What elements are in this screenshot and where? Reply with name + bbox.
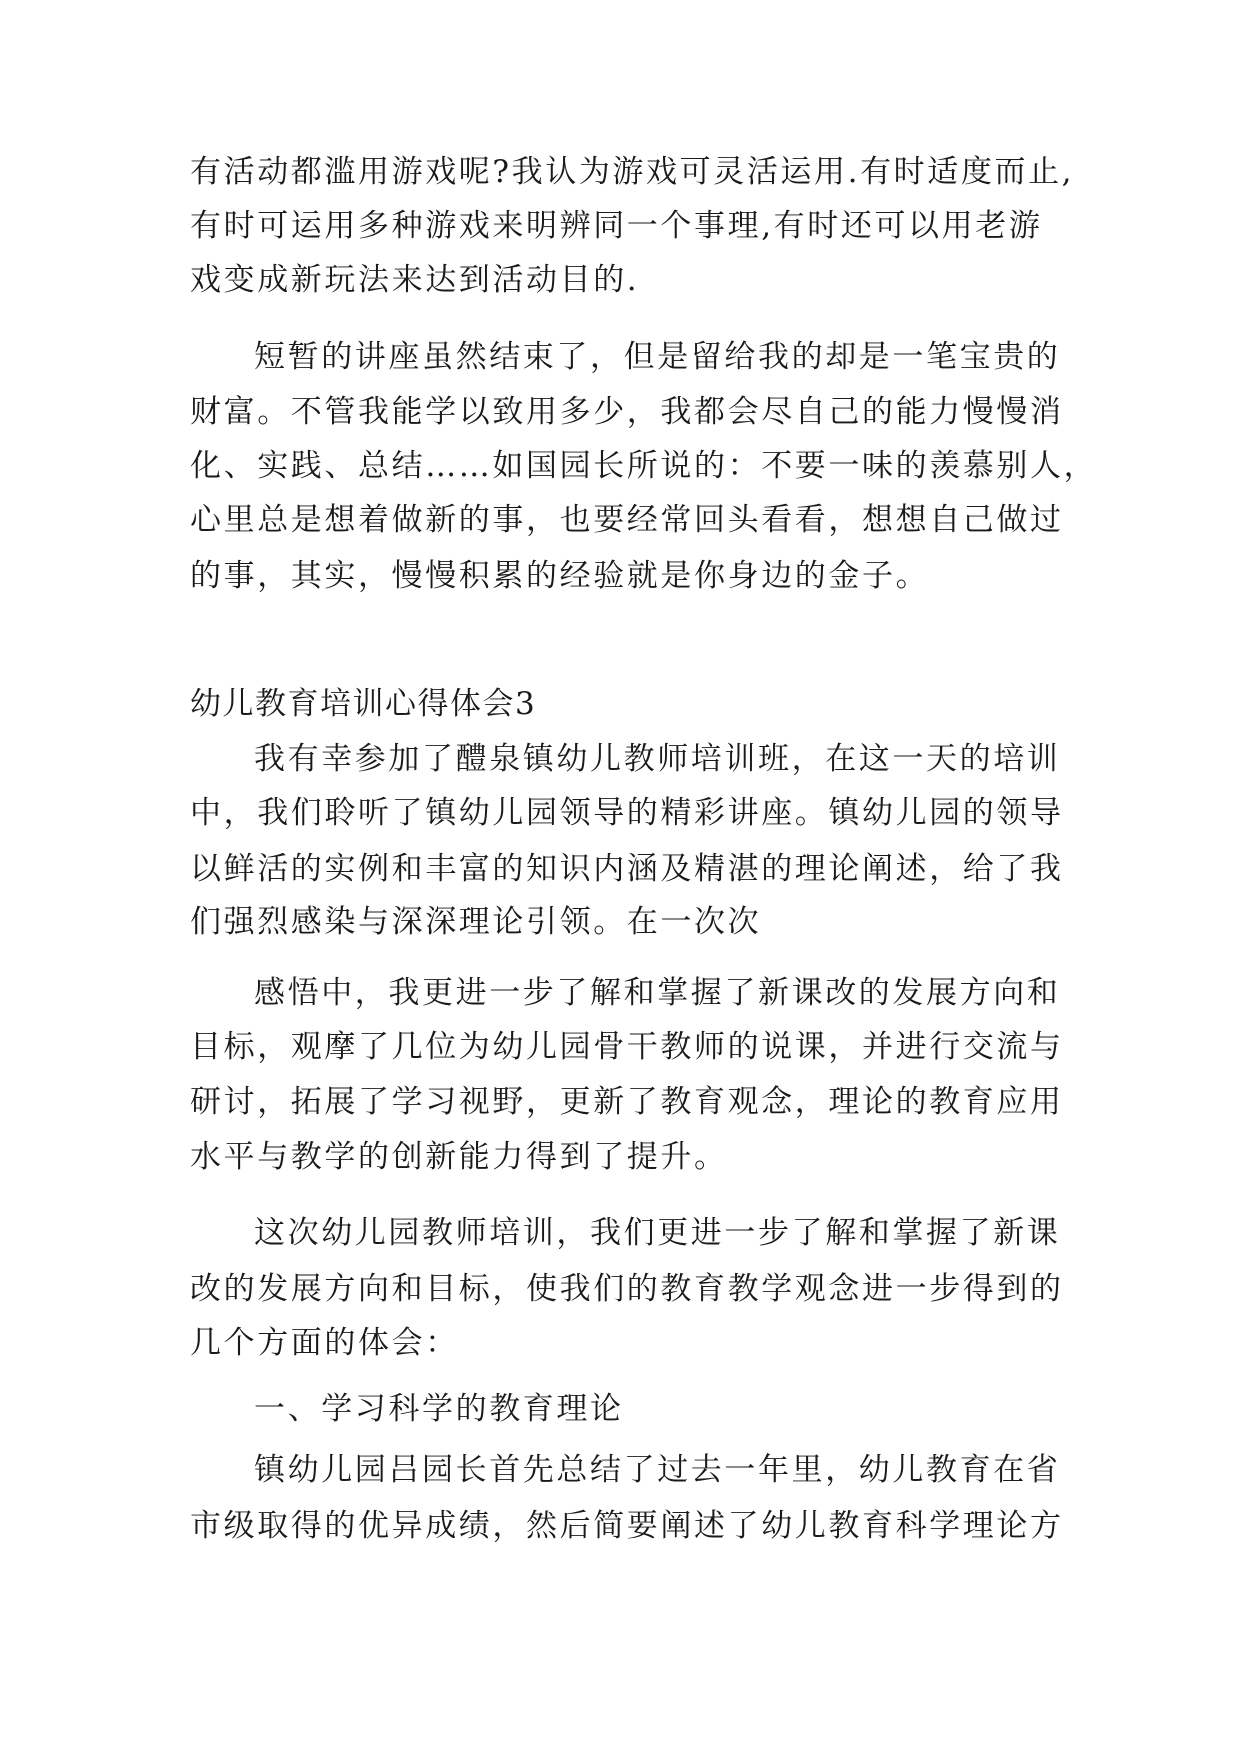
- paragraph-line: 几个方面的体会：: [190, 1325, 459, 1361]
- paragraph-line: 镇幼儿园吕园长首先总结了过去一年里，幼儿教育在省: [254, 1452, 1061, 1488]
- paragraph-line: 们强烈感染与深深理论引领。在一次次: [190, 904, 762, 940]
- paragraph-line: 有活动都滥用游戏呢?我认为游戏可灵活运用.有时适度而止,: [190, 154, 1075, 190]
- paragraph-line: 化、实践、总结……如国园长所说的：不要一味的羡慕别人，: [190, 448, 1098, 484]
- paragraph-line: 的事，其实，慢慢积累的经验就是你身边的金子。: [190, 558, 930, 594]
- paragraph-line: 改的发展方向和目标，使我们的教育教学观念进一步得到的: [190, 1271, 1064, 1307]
- paragraph-line: 这次幼儿园教师培训，我们更进一步了解和掌握了新课: [254, 1215, 1061, 1251]
- paragraph-line: 水平与教学的创新能力得到了提升。: [190, 1139, 728, 1175]
- paragraph-line: 我有幸参加了醴泉镇幼儿教师培训班，在这一天的培训: [254, 741, 1061, 777]
- subheading-line: 一、学习科学的教育理论: [254, 1391, 624, 1427]
- paragraph-line: 财富。不管我能学以致用多少，我都会尽自己的能力慢慢消: [190, 394, 1064, 430]
- paragraph-line: 感悟中，我更进一步了解和掌握了新课改的发展方向和: [254, 975, 1061, 1011]
- paragraph-line: 有时可运用多种游戏来明辨同一个事理,有时还可以用老游: [190, 208, 1043, 244]
- paragraph-line: 以鲜活的实例和丰富的知识内涵及精湛的理论阐述，给了我: [190, 851, 1064, 887]
- paragraph-line: 中，我们聆听了镇幼儿园领导的精彩讲座。镇幼儿园的领导: [190, 795, 1064, 831]
- paragraph-line: 戏变成新玩法来达到活动目的.: [190, 262, 640, 298]
- paragraph-line: 短暂的讲座虽然结束了，但是留给我的却是一笔宝贵的: [254, 339, 1061, 375]
- paragraph-line: 心里总是想着做新的事，也要经常回头看看，想想自己做过: [190, 502, 1064, 538]
- section-heading: 幼儿教育培训心得体会3: [190, 686, 537, 722]
- paragraph-line: 目标，观摩了几位为幼儿园骨干教师的说课，并进行交流与: [190, 1029, 1064, 1065]
- paragraph-line: 市级取得的优异成绩，然后简要阐述了幼儿教育科学理论方: [190, 1508, 1064, 1544]
- paragraph-line: 研讨，拓展了学习视野，更新了教育观念，理论的教育应用: [190, 1084, 1064, 1120]
